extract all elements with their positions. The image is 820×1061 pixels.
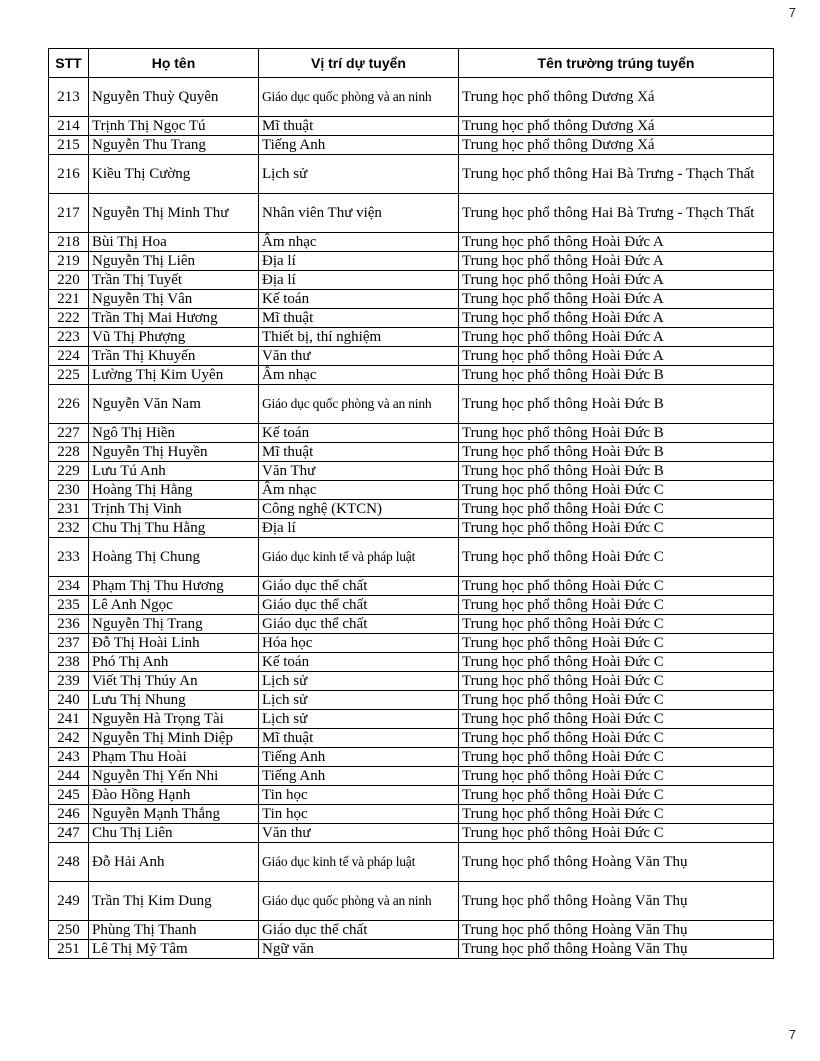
cell-position: Lịch sử	[259, 691, 459, 710]
cell-name: Nguyễn Văn Nam	[89, 385, 259, 424]
cell-stt: 225	[49, 366, 89, 385]
table-row	[49, 424, 774, 443]
cell-stt: 243	[49, 748, 89, 767]
cell-name: Chu Thị Thu Hằng	[89, 519, 259, 538]
table-row	[49, 481, 774, 500]
cell-school: Trung học phổ thông Hoài Đức C	[459, 824, 774, 843]
cell-school: Trung học phổ thông Hoài Đức B	[459, 462, 774, 481]
cell-school: Trung học phổ thông Hoài Đức A	[459, 252, 774, 271]
cell-position: Giáo dục thể chất	[259, 577, 459, 596]
table-row	[49, 596, 774, 615]
table-row	[49, 366, 774, 385]
cell-name: Lê Anh Ngọc	[89, 596, 259, 615]
cell-stt: 221	[49, 290, 89, 309]
cell-stt: 248	[49, 843, 89, 882]
table-row	[49, 615, 774, 634]
cell-stt: 224	[49, 347, 89, 366]
header-stt: STT	[49, 49, 89, 78]
cell-school: Trung học phổ thông Hoàng Văn Thụ	[459, 921, 774, 940]
cell-name: Hoàng Thị Hằng	[89, 481, 259, 500]
cell-stt: 218	[49, 233, 89, 252]
table-row	[49, 653, 774, 672]
cell-stt: 231	[49, 500, 89, 519]
cell-position: Văn thư	[259, 347, 459, 366]
table-row	[49, 691, 774, 710]
cell-stt: 237	[49, 634, 89, 653]
table-row	[49, 824, 774, 843]
cell-position: Mĩ thuật	[259, 309, 459, 328]
cell-name: Chu Thị Liên	[89, 824, 259, 843]
cell-stt: 235	[49, 596, 89, 615]
cell-stt: 242	[49, 729, 89, 748]
cell-stt: 223	[49, 328, 89, 347]
cell-position: Mĩ thuật	[259, 729, 459, 748]
cell-school: Trung học phổ thông Hoài Đức A	[459, 233, 774, 252]
cell-stt: 241	[49, 710, 89, 729]
cell-school: Trung học phổ thông Dương Xá	[459, 117, 774, 136]
cell-position: Giáo dục thể chất	[259, 596, 459, 615]
cell-stt: 236	[49, 615, 89, 634]
cell-position: Địa lí	[259, 252, 459, 271]
table-row	[49, 729, 774, 748]
cell-position: Giáo dục quốc phòng và an ninh	[259, 78, 459, 117]
cell-name: Trịnh Thị Ngọc Tú	[89, 117, 259, 136]
cell-school: Trung học phổ thông Hoài Đức C	[459, 500, 774, 519]
page-number-bottom: 7	[788, 1027, 796, 1042]
cell-school: Trung học phổ thông Hoài Đức C	[459, 538, 774, 577]
table-row	[49, 117, 774, 136]
table-row	[49, 462, 774, 481]
page-number-top: 7	[788, 5, 796, 20]
cell-position: Tin học	[259, 805, 459, 824]
cell-stt: 227	[49, 424, 89, 443]
cell-school: Trung học phổ thông Hoài Đức A	[459, 290, 774, 309]
cell-name: Trần Thị Mai Hương	[89, 309, 259, 328]
cell-name: Lường Thị Kim Uyên	[89, 366, 259, 385]
cell-school: Trung học phổ thông Hai Bà Trưng - Thạch Thất	[459, 155, 774, 194]
table-row	[49, 252, 774, 271]
cell-position: Kế toán	[259, 653, 459, 672]
cell-name: Trần Thị Khuyến	[89, 347, 259, 366]
header-school: Tên trường trúng tuyển	[459, 49, 774, 78]
table-row	[49, 634, 774, 653]
cell-school: Trung học phổ thông Hai Bà Trưng - Thạch Thất	[459, 194, 774, 233]
cell-stt: 245	[49, 786, 89, 805]
cell-position: Địa lí	[259, 519, 459, 538]
cell-position: Lịch sử	[259, 710, 459, 729]
cell-name: Phó Thị Anh	[89, 653, 259, 672]
cell-stt: 229	[49, 462, 89, 481]
cell-school: Trung học phổ thông Hoài Đức C	[459, 729, 774, 748]
cell-name: Nguyễn Hà Trọng Tài	[89, 710, 259, 729]
cell-name: Lưu Thị Nhung	[89, 691, 259, 710]
cell-name: Nguyễn Thị Trang	[89, 615, 259, 634]
cell-stt: 251	[49, 940, 89, 959]
table-row	[49, 538, 774, 577]
cell-name: Phạm Thị Thu Hương	[89, 577, 259, 596]
cell-name: Ngô Thị Hiền	[89, 424, 259, 443]
cell-school: Trung học phổ thông Hoài Đức A	[459, 347, 774, 366]
cell-position: Tiếng Anh	[259, 136, 459, 155]
cell-name: Nguyễn Thuỳ Quyên	[89, 78, 259, 117]
cell-position: Giáo dục thể chất	[259, 615, 459, 634]
cell-position: Tiếng Anh	[259, 748, 459, 767]
table-row	[49, 767, 774, 786]
cell-name: Nguyễn Thị Yến Nhi	[89, 767, 259, 786]
cell-stt: 228	[49, 443, 89, 462]
cell-stt: 250	[49, 921, 89, 940]
table-row	[49, 271, 774, 290]
table-row	[49, 78, 774, 117]
cell-stt: 249	[49, 882, 89, 921]
table-row	[49, 672, 774, 691]
table-row	[49, 940, 774, 959]
cell-position: Kế toán	[259, 290, 459, 309]
cell-name: Lưu Tú Anh	[89, 462, 259, 481]
cell-name: Vũ Thị Phượng	[89, 328, 259, 347]
cell-school: Trung học phổ thông Hoài Đức B	[459, 385, 774, 424]
cell-position: Hóa học	[259, 634, 459, 653]
cell-school: Trung học phổ thông Hoài Đức C	[459, 577, 774, 596]
cell-name: Nguyễn Thu Trang	[89, 136, 259, 155]
table-row	[49, 328, 774, 347]
table-row	[49, 155, 774, 194]
cell-stt: 213	[49, 78, 89, 117]
table-body	[49, 78, 774, 959]
cell-name: Nguyễn Thị Vân	[89, 290, 259, 309]
cell-school: Trung học phổ thông Hoài Đức C	[459, 634, 774, 653]
cell-stt: 226	[49, 385, 89, 424]
cell-school: Trung học phổ thông Hoài Đức A	[459, 309, 774, 328]
cell-position: Văn thư	[259, 824, 459, 843]
table-row	[49, 786, 774, 805]
cell-school: Trung học phổ thông Hoài Đức C	[459, 653, 774, 672]
cell-stt: 220	[49, 271, 89, 290]
cell-stt: 232	[49, 519, 89, 538]
cell-position: Giáo dục quốc phòng và an ninh	[259, 385, 459, 424]
cell-stt: 247	[49, 824, 89, 843]
cell-name: Nguyễn Thị Liên	[89, 252, 259, 271]
cell-position: Thiết bị, thí nghiệm	[259, 328, 459, 347]
cell-school: Trung học phổ thông Hoàng Văn Thụ	[459, 882, 774, 921]
cell-position: Địa lí	[259, 271, 459, 290]
cell-stt: 233	[49, 538, 89, 577]
cell-school: Trung học phổ thông Hoài Đức A	[459, 328, 774, 347]
cell-school: Trung học phổ thông Hoài Đức C	[459, 615, 774, 634]
table-row	[49, 136, 774, 155]
cell-name: Viết Thị Thúy An	[89, 672, 259, 691]
cell-name: Nguyễn Thị Minh Diệp	[89, 729, 259, 748]
cell-name: Đỗ Thị Hoài Linh	[89, 634, 259, 653]
cell-position: Văn Thư	[259, 462, 459, 481]
cell-name: Trần Thị Tuyết	[89, 271, 259, 290]
cell-position: Giáo dục thể chất	[259, 921, 459, 940]
cell-school: Trung học phổ thông Hoài Đức C	[459, 691, 774, 710]
cell-name: Đào Hồng Hạnh	[89, 786, 259, 805]
cell-position: Âm nhạc	[259, 366, 459, 385]
cell-school: Trung học phổ thông Dương Xá	[459, 78, 774, 117]
cell-name: Kiều Thị Cường	[89, 155, 259, 194]
cell-stt: 216	[49, 155, 89, 194]
cell-position: Nhân viên Thư viện	[259, 194, 459, 233]
table-row	[49, 385, 774, 424]
cell-stt: 215	[49, 136, 89, 155]
cell-school: Trung học phổ thông Hoài Đức C	[459, 748, 774, 767]
cell-school: Trung học phổ thông Hoài Đức A	[459, 271, 774, 290]
cell-school: Trung học phổ thông Hoài Đức B	[459, 424, 774, 443]
table-row	[49, 290, 774, 309]
recruitment-table	[48, 48, 774, 959]
cell-school: Trung học phổ thông Hoàng Văn Thụ	[459, 843, 774, 882]
table-row	[49, 519, 774, 538]
table-row	[49, 347, 774, 366]
cell-name: Hoàng Thị Chung	[89, 538, 259, 577]
cell-school: Trung học phổ thông Hoài Đức C	[459, 805, 774, 824]
cell-stt: 239	[49, 672, 89, 691]
cell-school: Trung học phổ thông Hoài Đức C	[459, 596, 774, 615]
cell-stt: 244	[49, 767, 89, 786]
table-row	[49, 882, 774, 921]
table-row	[49, 748, 774, 767]
cell-stt: 219	[49, 252, 89, 271]
cell-school: Trung học phổ thông Hoài Đức C	[459, 481, 774, 500]
cell-position: Âm nhạc	[259, 481, 459, 500]
table-header-row	[49, 49, 774, 78]
cell-position: Công nghệ (KTCN)	[259, 500, 459, 519]
cell-stt: 246	[49, 805, 89, 824]
table-row	[49, 805, 774, 824]
table-row	[49, 500, 774, 519]
cell-name: Đỗ Hải Anh	[89, 843, 259, 882]
cell-position: Giáo dục kinh tế và pháp luật	[259, 843, 459, 882]
cell-position: Giáo dục quốc phòng và an ninh	[259, 882, 459, 921]
table-row	[49, 577, 774, 596]
cell-name: Trần Thị Kim Dung	[89, 882, 259, 921]
cell-school: Trung học phổ thông Dương Xá	[459, 136, 774, 155]
cell-stt: 217	[49, 194, 89, 233]
cell-name: Bùi Thị Hoa	[89, 233, 259, 252]
cell-position: Mĩ thuật	[259, 443, 459, 462]
cell-name: Nguyễn Thị Huyền	[89, 443, 259, 462]
cell-school: Trung học phổ thông Hoài Đức C	[459, 519, 774, 538]
cell-school: Trung học phổ thông Hoàng Văn Thụ	[459, 940, 774, 959]
cell-name: Nguyễn Thị Minh Thư	[89, 194, 259, 233]
header-name: Họ tên	[89, 49, 259, 78]
table-row	[49, 233, 774, 252]
cell-position: Giáo dục kinh tế và pháp luật	[259, 538, 459, 577]
cell-school: Trung học phổ thông Hoài Đức B	[459, 443, 774, 462]
cell-stt: 230	[49, 481, 89, 500]
cell-position: Âm nhạc	[259, 233, 459, 252]
cell-position: Ngữ văn	[259, 940, 459, 959]
cell-name: Trịnh Thị Vinh	[89, 500, 259, 519]
cell-position: Lịch sử	[259, 155, 459, 194]
cell-position: Lịch sử	[259, 672, 459, 691]
cell-school: Trung học phổ thông Hoài Đức C	[459, 672, 774, 691]
cell-position: Kế toán	[259, 424, 459, 443]
cell-name: Phùng Thị Thanh	[89, 921, 259, 940]
table-row	[49, 843, 774, 882]
cell-school: Trung học phổ thông Hoài Đức C	[459, 710, 774, 729]
cell-stt: 240	[49, 691, 89, 710]
cell-stt: 234	[49, 577, 89, 596]
cell-school: Trung học phổ thông Hoài Đức C	[459, 767, 774, 786]
cell-position: Mĩ thuật	[259, 117, 459, 136]
cell-name: Nguyễn Mạnh Thắng	[89, 805, 259, 824]
table-row	[49, 194, 774, 233]
cell-name: Lê Thị Mỹ Tâm	[89, 940, 259, 959]
header-position: Vị trí dự tuyển	[259, 49, 459, 78]
cell-school: Trung học phổ thông Hoài Đức C	[459, 786, 774, 805]
cell-school: Trung học phổ thông Hoài Đức B	[459, 366, 774, 385]
cell-name: Phạm Thu Hoài	[89, 748, 259, 767]
table-row	[49, 710, 774, 729]
table-row	[49, 309, 774, 328]
cell-stt: 222	[49, 309, 89, 328]
table-row	[49, 921, 774, 940]
cell-stt: 214	[49, 117, 89, 136]
cell-stt: 238	[49, 653, 89, 672]
cell-position: Tin học	[259, 786, 459, 805]
cell-position: Tiếng Anh	[259, 767, 459, 786]
table-row	[49, 443, 774, 462]
